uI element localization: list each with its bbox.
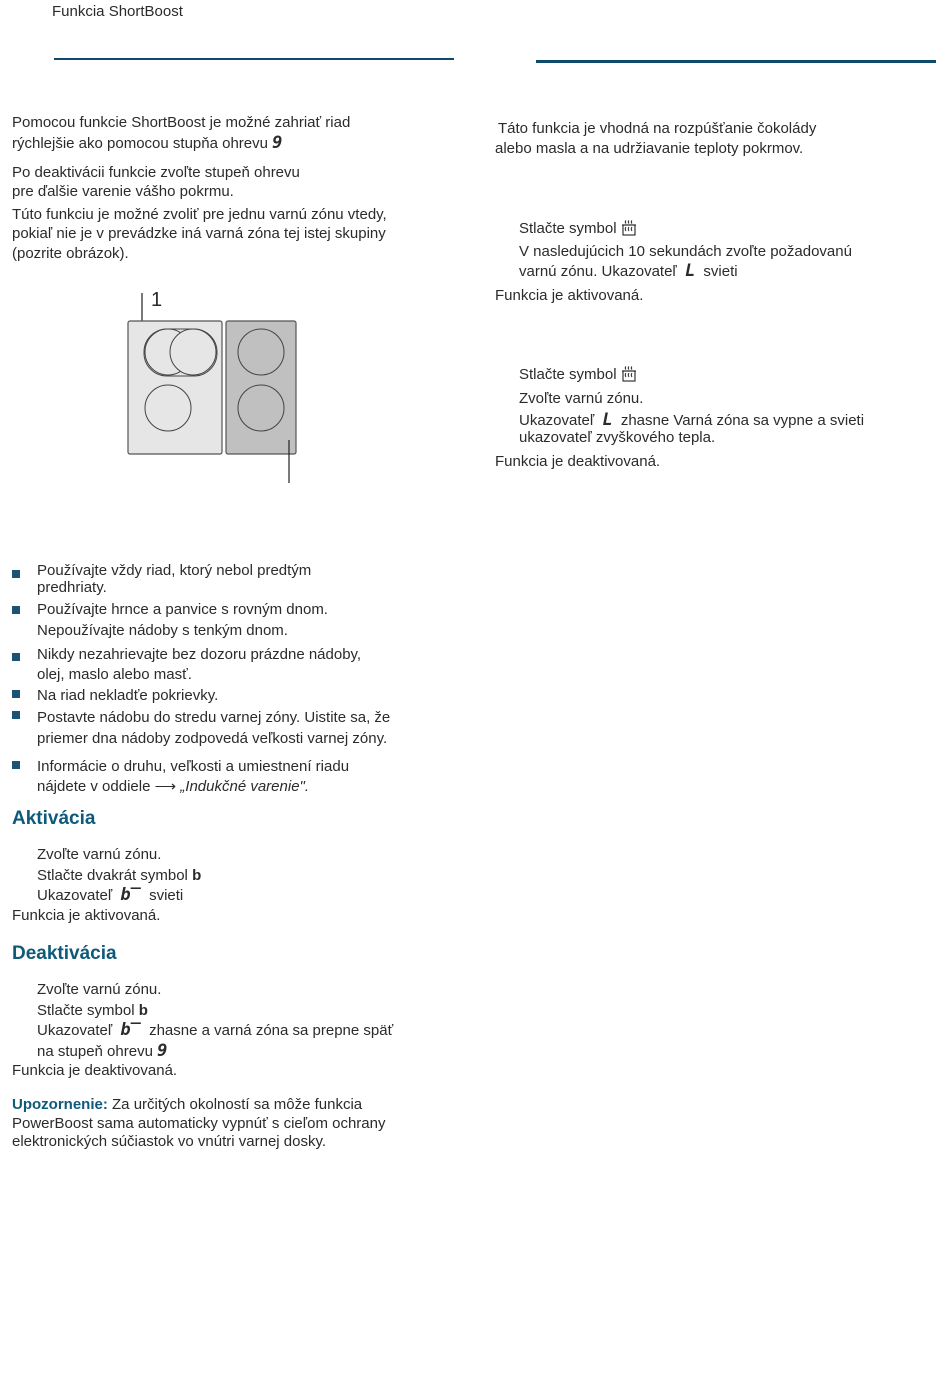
bullet-marker — [12, 653, 20, 661]
heat-level-symbol: 9 — [157, 1041, 168, 1061]
keepwarm-deact-result: Funkcia je deaktivovaná. — [495, 453, 661, 470]
boost-indicator-symbol: b‾ — [120, 1020, 141, 1040]
list-item-3b: olej, maslo alebo masť. — [37, 666, 192, 683]
boost-symbol: b — [138, 1002, 148, 1019]
bullet-marker — [12, 761, 20, 769]
keepwarm-act-step-2b-suffix: svieti — [703, 263, 738, 280]
zone-note-1: Túto funkciu je možné zvoliť pre jednu varnú zónu vtedy, — [12, 206, 387, 223]
note-line-3: elektronických súčiastok vo vnútri varnej dosky. — [12, 1133, 327, 1150]
bullet-marker — [12, 690, 20, 698]
list-item-3a: Nikdy nezahrievajte bez dozoru prázdne nádoby, — [37, 646, 362, 663]
deactivation-step-3-suffix: zhasne a varná zóna sa prepne späť — [149, 1022, 394, 1039]
deactivation-step-3-text: Ukazovateľ — [37, 1022, 113, 1039]
intro-line-2-text: rýchlejšie ako pomocou stupňa ohrevu — [12, 135, 268, 152]
keepwarm-deact-step-2: Zvoľte varnú zónu. — [519, 390, 644, 407]
note-label: Upozornenie: — [12, 1096, 108, 1113]
zone-note-3: (pozrite obrázok). — [12, 245, 129, 262]
list-item-5b: priemer dna nádoby zodpovedá veľkosti varnej zóny. — [37, 730, 388, 747]
deactivation-step-4 — [37, 1042, 167, 1061]
activation-step-2 — [37, 866, 201, 885]
keepwarm-act-step-1-text: Stlačte symbol — [519, 220, 617, 237]
intro-line-2 — [12, 134, 282, 153]
figure-callout-label: 1 — [151, 289, 163, 311]
keepwarm-act-step-1 — [519, 219, 637, 238]
keepwarm-act-result: Funkcia je aktivovaná. — [495, 287, 644, 304]
arrow-icon: ⟶ — [154, 778, 177, 795]
deactivation-step-2 — [37, 1001, 148, 1020]
keepwarm-act-step-2b — [519, 262, 738, 281]
deactivation-heading: Deaktivácia — [12, 943, 117, 964]
section-reference-link[interactable]: „Indukčné varenie". — [180, 778, 310, 795]
boost-indicator-symbol: b‾ — [120, 885, 141, 905]
keepwarm-deact-step-1-text: Stlačte symbol — [519, 366, 617, 383]
deactivation-step-3 — [37, 1021, 393, 1040]
intro-line-1: Pomocou funkcie ShortBoost je možné zahriať riad — [12, 114, 351, 131]
activation-step-1: Zvoľte varnú zónu. — [37, 846, 162, 863]
cooktop-diagram — [120, 285, 310, 490]
list-item-1b: predhriaty. — [37, 579, 107, 596]
list-item-6b — [37, 777, 309, 796]
note-line-2: PowerBoost sama automaticky vypnúť s cieľom ochrany — [12, 1115, 386, 1132]
keepwarm-deact-step-3c: ukazovateľ zvyškového tepla. — [519, 429, 716, 446]
activation-step-3 — [37, 886, 183, 905]
keep-warm-icon — [621, 220, 637, 236]
keep-warm-icon — [621, 366, 637, 382]
boost-symbol: b — [192, 867, 202, 884]
bullet-marker — [12, 711, 20, 719]
list-item-6a: Informácie o druhu, veľkosti a umiestnení riadu — [37, 758, 350, 775]
list-item-5a: Postavte nádobu do stredu varnej zóny. Uistite sa, že — [37, 709, 391, 726]
cooktop-figure — [120, 285, 310, 490]
keepwarm-deact-step-3-text: Ukazovateľ — [519, 412, 595, 429]
keepwarm-act-step-2a: V nasledujúcich 10 sekundách zvoľte požadovanú — [519, 243, 852, 260]
activation-step-2-text: Stlačte dvakrát symbol — [37, 867, 188, 884]
deactivation-step-1: Zvoľte varnú zónu. — [37, 981, 162, 998]
keepwarm-deact-step-1 — [519, 365, 637, 384]
list-item-6b-text: nájdete v oddiele — [37, 778, 151, 795]
activation-heading: Aktivácia — [12, 808, 96, 829]
bullet-marker — [12, 606, 20, 614]
page-header-title: Funkcia ShortBoost — [52, 3, 183, 20]
keep-warm-indicator-symbol: L — [684, 261, 696, 281]
right-intro-1: Táto funkcia je vhodná na rozpúšťanie čokolády — [498, 120, 817, 137]
zone-note-2: pokiaľ nie je v prevádzke iná varná zóna tej istej skupiny — [12, 225, 386, 242]
deact-note-2: pre ďalšie varenie vášho pokrmu. — [12, 183, 234, 200]
list-item-4: Na riad nekladťe pokrievky. — [37, 687, 219, 704]
header-rule-right — [536, 60, 936, 63]
keepwarm-act-step-2b-text: varnú zónu. Ukazovateľ — [519, 263, 677, 280]
right-intro-2: alebo masla a na udržiavanie teploty pokrmov. — [495, 140, 804, 157]
list-item-1a: Používajte vždy riad, ktorý nebol predtým — [37, 562, 312, 579]
header-rule-left — [54, 58, 454, 60]
keep-warm-indicator-symbol: L — [602, 410, 613, 430]
deactivation-step-4-text: na stupeň ohrevu — [37, 1043, 153, 1060]
list-item-2b: Nepoužívajte nádoby s tenkým dnom. — [37, 622, 288, 639]
deact-note-1: Po deaktivácii funkcie zvoľte stupeň ohrevu — [12, 164, 300, 181]
activation-step-3-suffix: svieti — [149, 887, 184, 904]
heat-level-symbol: 9 — [272, 133, 283, 153]
list-item-2a: Používajte hrnce a panvice s rovným dnom. — [37, 601, 328, 618]
note-line-1 — [12, 1095, 362, 1114]
bullet-marker — [12, 570, 20, 578]
deactivation-step-2-text: Stlačte symbol — [37, 1002, 135, 1019]
keepwarm-deact-step-3-suffix: zhasne Varná zóna sa vypne a svieti — [620, 412, 865, 429]
activation-step-3-text: Ukazovateľ — [37, 887, 113, 904]
activation-result: Funkcia je aktivovaná. — [12, 907, 161, 924]
deactivation-result: Funkcia je deaktivovaná. — [12, 1062, 178, 1079]
note-text-1: Za určitých okolností sa môže funkcia — [112, 1096, 363, 1113]
